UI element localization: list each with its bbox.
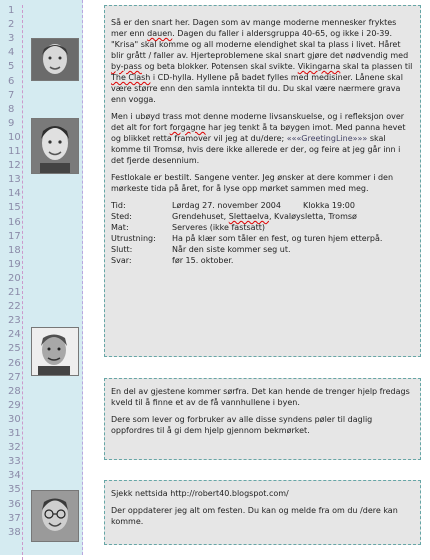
misspelled-word: Vikingarna	[297, 62, 341, 71]
detail-label: Tid:	[111, 201, 126, 210]
photo-man-glasses	[31, 490, 79, 542]
line-number: 17	[8, 230, 21, 242]
photo-boy-1	[31, 38, 79, 81]
website-card	[104, 480, 421, 545]
line-number: 8	[8, 103, 15, 115]
line-number: 21	[8, 287, 21, 298]
misspelled-word: The Clash	[111, 73, 151, 82]
photo-man	[31, 327, 79, 376]
line-number: 18	[8, 244, 21, 256]
detail-label: Slutt:	[111, 245, 133, 254]
misspelled-word: by-pass	[111, 62, 142, 71]
line-number: 5	[8, 61, 15, 73]
text: Grendehuset,	[172, 212, 229, 221]
detail-equipment	[111, 233, 414, 244]
intro-paragraph	[111, 17, 414, 105]
line-number: 30	[8, 413, 21, 425]
line-numbers	[0, 5, 23, 560]
line-number: 15	[8, 202, 21, 214]
detail-place	[111, 211, 414, 222]
line-number: 28	[8, 385, 21, 397]
line-number: 24	[8, 329, 21, 341]
defiance-paragraph	[111, 111, 414, 166]
line-number: 26	[8, 357, 21, 369]
invitation-card	[104, 5, 421, 357]
detail-value: Serveres (ikke fastsatt)	[172, 223, 265, 232]
text: , Kvaløysletta, Tromsø	[268, 212, 357, 221]
line-number: 34	[8, 470, 21, 482]
guests-paragraph-2: Dere som lever og forbruker av alle disse syndens pøler til daglig oppfordres til å gi dem hjelp gjennom bekmørket.	[111, 415, 373, 435]
merge-field: «««GreetingLine»»»	[286, 134, 368, 143]
line-number: 35	[8, 484, 21, 496]
text: Så er den snart her. Dagen som av mange moderne mennesker fryktes mer enn	[111, 18, 397, 38]
line-number: 19	[8, 258, 21, 270]
guests-card	[104, 378, 421, 460]
detail-value: Ha på klær som tåler en fest, og turen hjem etterpå.	[172, 234, 383, 243]
line-number: 14	[8, 188, 21, 200]
detail-rsvp	[111, 255, 414, 266]
misspelled-word: forgagne	[169, 123, 206, 132]
line-number: 9	[8, 117, 15, 129]
line-number: 11	[8, 146, 21, 157]
detail-label: Utrustning:	[111, 234, 156, 243]
detail-food	[111, 222, 414, 233]
line-number: 33	[8, 456, 21, 468]
detail-end	[111, 244, 414, 255]
detail-value: før 15. oktober.	[172, 256, 234, 265]
text: skal komme til Tromsø, hvis dere ikke allerede er der, og feire at jeg går inn i det fjerde desennium.	[111, 134, 401, 165]
website-paragraph: Der oppdaterer jeg alt om festen. Du kan og melde fra om du /dere kan komme.	[111, 506, 398, 526]
line-number: 3	[8, 33, 15, 45]
detail-time	[111, 200, 414, 211]
venue-paragraph: Festlokale er bestilt. Sangene venter. Jeg ønsker at dere kommer i den mørkeste tida på året, for å lyse opp mørket sammen med meg.	[111, 173, 394, 193]
line-number: 23	[8, 315, 21, 327]
line-number: 36	[8, 498, 21, 510]
detail-value: Når den siste kommer seg ut.	[172, 245, 291, 254]
line-number: 29	[8, 399, 21, 411]
line-number: 31	[8, 428, 21, 439]
line-number: 16	[8, 216, 21, 228]
event-details	[111, 200, 414, 266]
detail-label: Mat:	[111, 223, 129, 232]
line-number: 1	[8, 5, 15, 16]
detail-value: Lørdag 27. november 2004	[172, 201, 281, 210]
misspelled-word: Slettaelva	[228, 212, 269, 221]
detail-value	[172, 211, 357, 222]
line-number: 7	[8, 89, 15, 101]
text: i CD-hylla. Hyllene på badet fylles med medisiner. Lånene skal være større enn den samla inntekta til du. Du skal være nærmere grava enn vogga.	[111, 73, 403, 104]
sidebar	[0, 0, 83, 555]
line-number: 37	[8, 512, 21, 524]
line-number: 13	[8, 174, 21, 186]
line-number: 32	[8, 442, 21, 454]
line-number: 20	[8, 272, 21, 284]
line-number: 2	[8, 19, 15, 31]
line-number: 38	[8, 526, 21, 538]
line-number: 12	[8, 160, 21, 172]
text: og beta blokker. Potensen skal svikte.	[141, 62, 298, 71]
text: . Dagen du faller i aldersgruppa 40-65, og ikke i 20-39. "Krisa" skal komme og all moderne elendighet skal ta plass i livet. Håret blir grått / faller av. Hjerteproblemene skal snart gjøre det nødvendig med	[111, 29, 409, 60]
guests-paragraph-1: En del av gjestene kommer sørfra. Det kan hende de trenger hjelp fredags kveld til å finne et av de få vannhullene i byen.	[111, 387, 410, 407]
detail-label: Sted:	[111, 212, 132, 221]
line-number: 10	[8, 131, 21, 143]
line-number: 25	[8, 343, 21, 355]
text: har jeg tenkt å ta bøygen imot. Med panna hevet og blikket retta framover vil jeg at du/dere;	[111, 123, 406, 143]
text: Men i ubøyd trass mot denne moderne livsanskuelse, og i refleksjon over det alt for fort	[111, 112, 405, 132]
photo-boy-2	[31, 118, 79, 174]
misspelled-word: dauen	[147, 29, 173, 38]
line-number: 22	[8, 301, 21, 313]
line-number: 27	[8, 371, 21, 383]
text: skal ta plassen til	[340, 62, 413, 71]
detail-extra: Klokka 19:00	[302, 201, 355, 210]
line-number: 6	[8, 75, 15, 87]
line-number: 4	[8, 47, 15, 59]
detail-label: Svar:	[111, 256, 132, 265]
website-link-text: Sjekk nettsida http://robert40.blogspot.com/	[111, 489, 289, 498]
